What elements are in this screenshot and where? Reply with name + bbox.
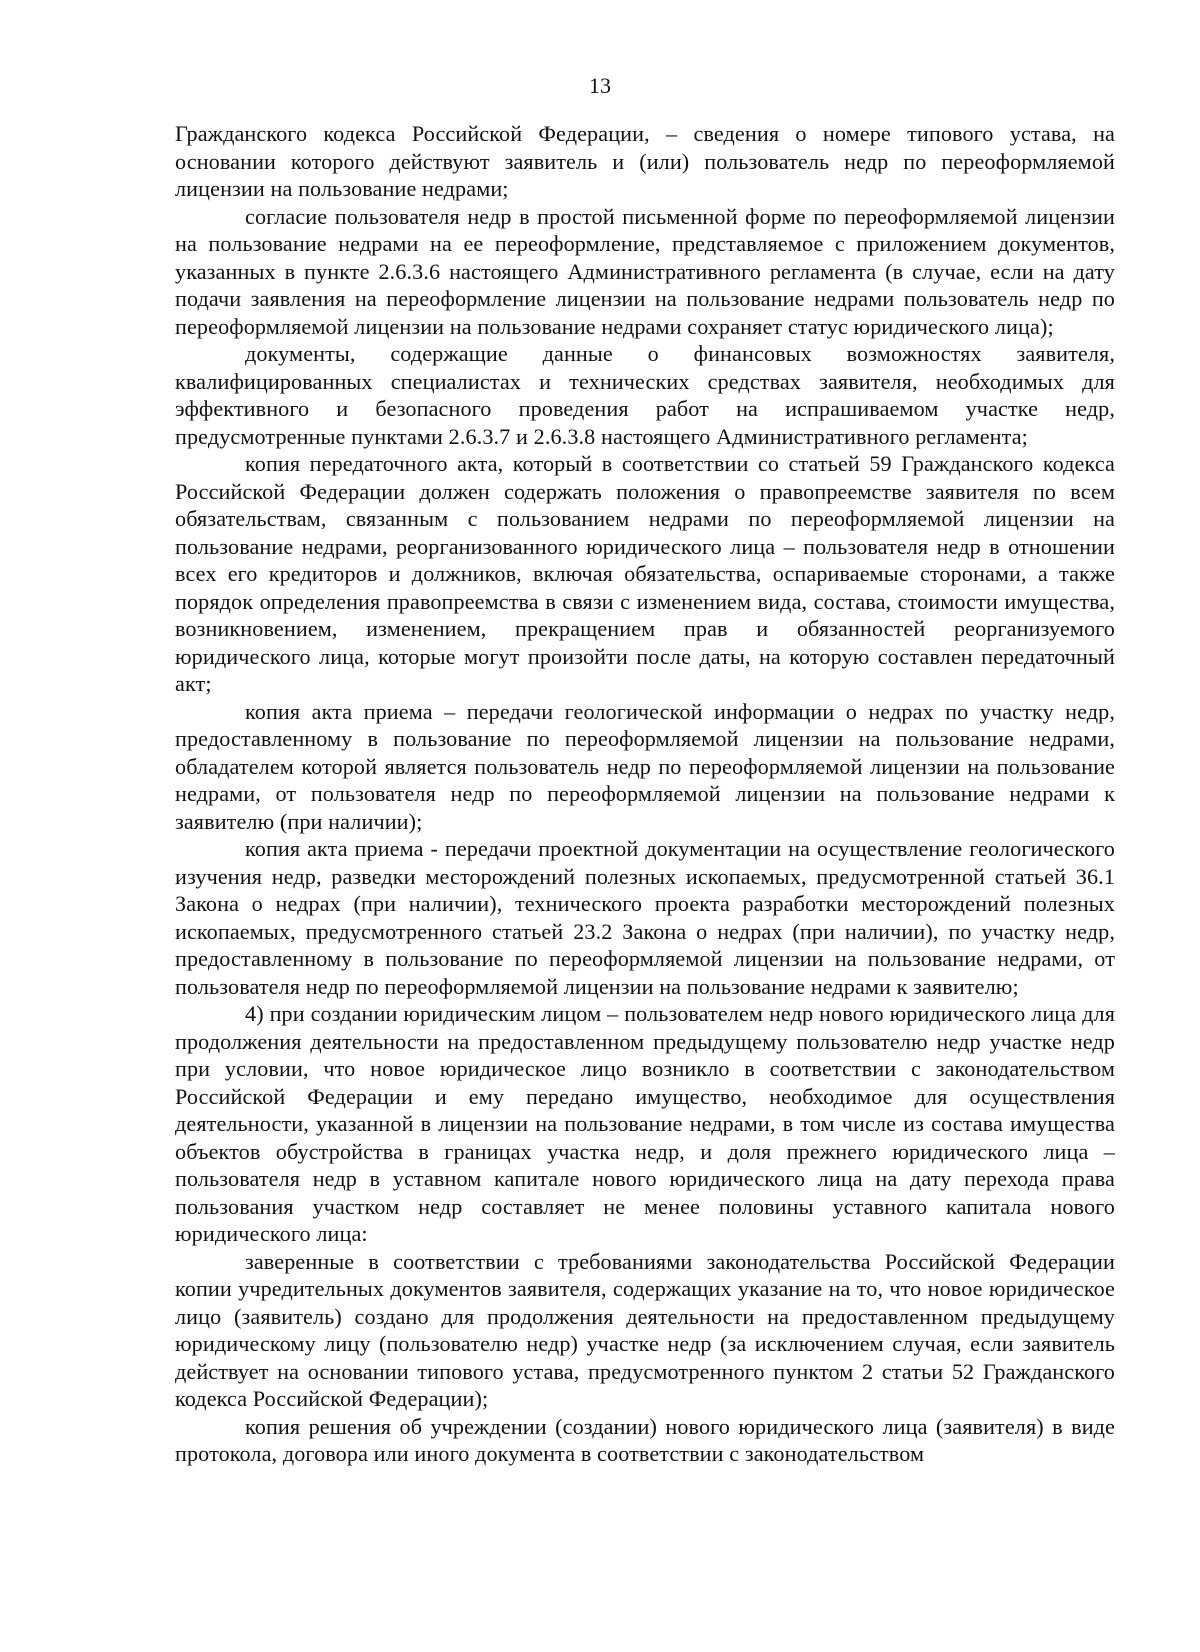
paragraph-transfer-act: копия передаточного акта, который в соответствии со статьей 59 Гражданского кодекса Российской Федерации должен содержать положения о правопреемстве заявителя по всем обязательствам, связанным с пользованием недрами по переоформляемой лицензии на пользование недрами, реорганизованного юридического лица – пользователя недр в отношении всех его кредиторов и должников, включая обязательства, оспариваемые сторонами, а также порядок определения правопреемства в связи с изменением вида, состава, стоимости имущества, возникновением, изменением, прекращением прав и обязанностей реорганизуемого юридического лица, которые могут произойти после даты, на которую составлен передаточный акт;: [175, 451, 1115, 696]
paragraph-consent: согласие пользователя недр в простой письменной форме по переоформляемой лицензии на пользование недрами на ее переоформление, представляемое с приложением документов, указанных в пункте 2.6.3.6 настоящего Административного регламента (в случае, если на дату подачи заявления на переоформление лицензии на пользование недрами пользователь недр по переоформляемой лицензии на пользование недрами сохраняет статус юридического лица);: [175, 203, 1115, 339]
paragraph-geological-info: копия акта приема – передачи геологической информации о недрах по участку недр, предоставленному в пользование по переоформляемой лицензии на пользование недрами, обладателем которой является пользователь недр по переоформляемой лицензии на пользование недрами, от пользователя недр по переоформляемой лицензии на пользование недрами к заявителю (при наличии);: [175, 698, 1115, 834]
paragraph-establishment-decision: копия решения об учреждении (создании) нового юридического лица (заявителя) в виде протокола, договора или иного документа в соответствии с законодательством: [175, 1413, 1115, 1466]
paragraph-item-4: 4) при создании юридическим лицом – пользователем недр нового юридического лица для продолжения деятельности на предоставленном предыдущему пользователю недр участке недр при условии, что новое юридическое лицо возникло в соответствии с законодательством Российской Федерации и ему передано имущество, необходимое для осуществления деятельности, указанной в лицензии на пользование недрами, в том числе из состава имущества объектов обустройства в границах участка недр, и доля прежнего юридического лица – пользователя недр в уставном капитале нового юридического лица на дату перехода права пользования участком недр составляет не менее половины уставного капитала нового юридического лица:: [175, 1001, 1115, 1246]
paragraph-founding-documents: заверенные в соответствии с требованиями законодательства Российской Федерации копии учредительных документов заявителя, содержащих указание на то, что новое юридическое лицо (заявитель) создано для продолжения деятельности на предоставленном предыдущему юридическому лицу (пользователю недр) участке недр (за исключением случая, если заявитель действует на основании типового устава, предусмотренного пунктом 2 статьи 52 Гражданского кодекса Российской Федерации);: [175, 1248, 1115, 1411]
page-number: 13: [589, 73, 611, 98]
paragraph-project-documentation: копия акта приема - передачи проектной документации на осуществление геологического изучения недр, разведки месторождений полезных ископаемых, предусмотренной статьей 36.1 Закона о недрах (при наличии), технического проекта разработки месторождений полезных ископаемых, предусмотренного статьей 23.2 Закона о недрах (при наличии), по участку недр, предоставленному в пользование по переоформляемой лицензии на пользование недрами, от пользователя недр по переоформляемой лицензии на пользование недрами к заявителю;: [175, 836, 1115, 999]
paragraph-continuation: Гражданского кодекса Российской Федерации, – сведения о номере типового устава, на основании которого действуют заявитель и (или) пользователь недр по переоформляемой лицензии на пользование недрами;: [175, 121, 1115, 201]
paragraph-financial-documents: документы, содержащие данные о финансовых возможностях заявителя, квалифицированных специалистах и технических средствах заявителя, необходимых для эффективного и безопасного проведения работ на испрашиваемом участке недр, предусмотренные пунктами 2.6.3.7 и 2.6.3.8 настоящего Административного регламента;: [175, 341, 1115, 449]
document-body: [175, 120, 1115, 1468]
